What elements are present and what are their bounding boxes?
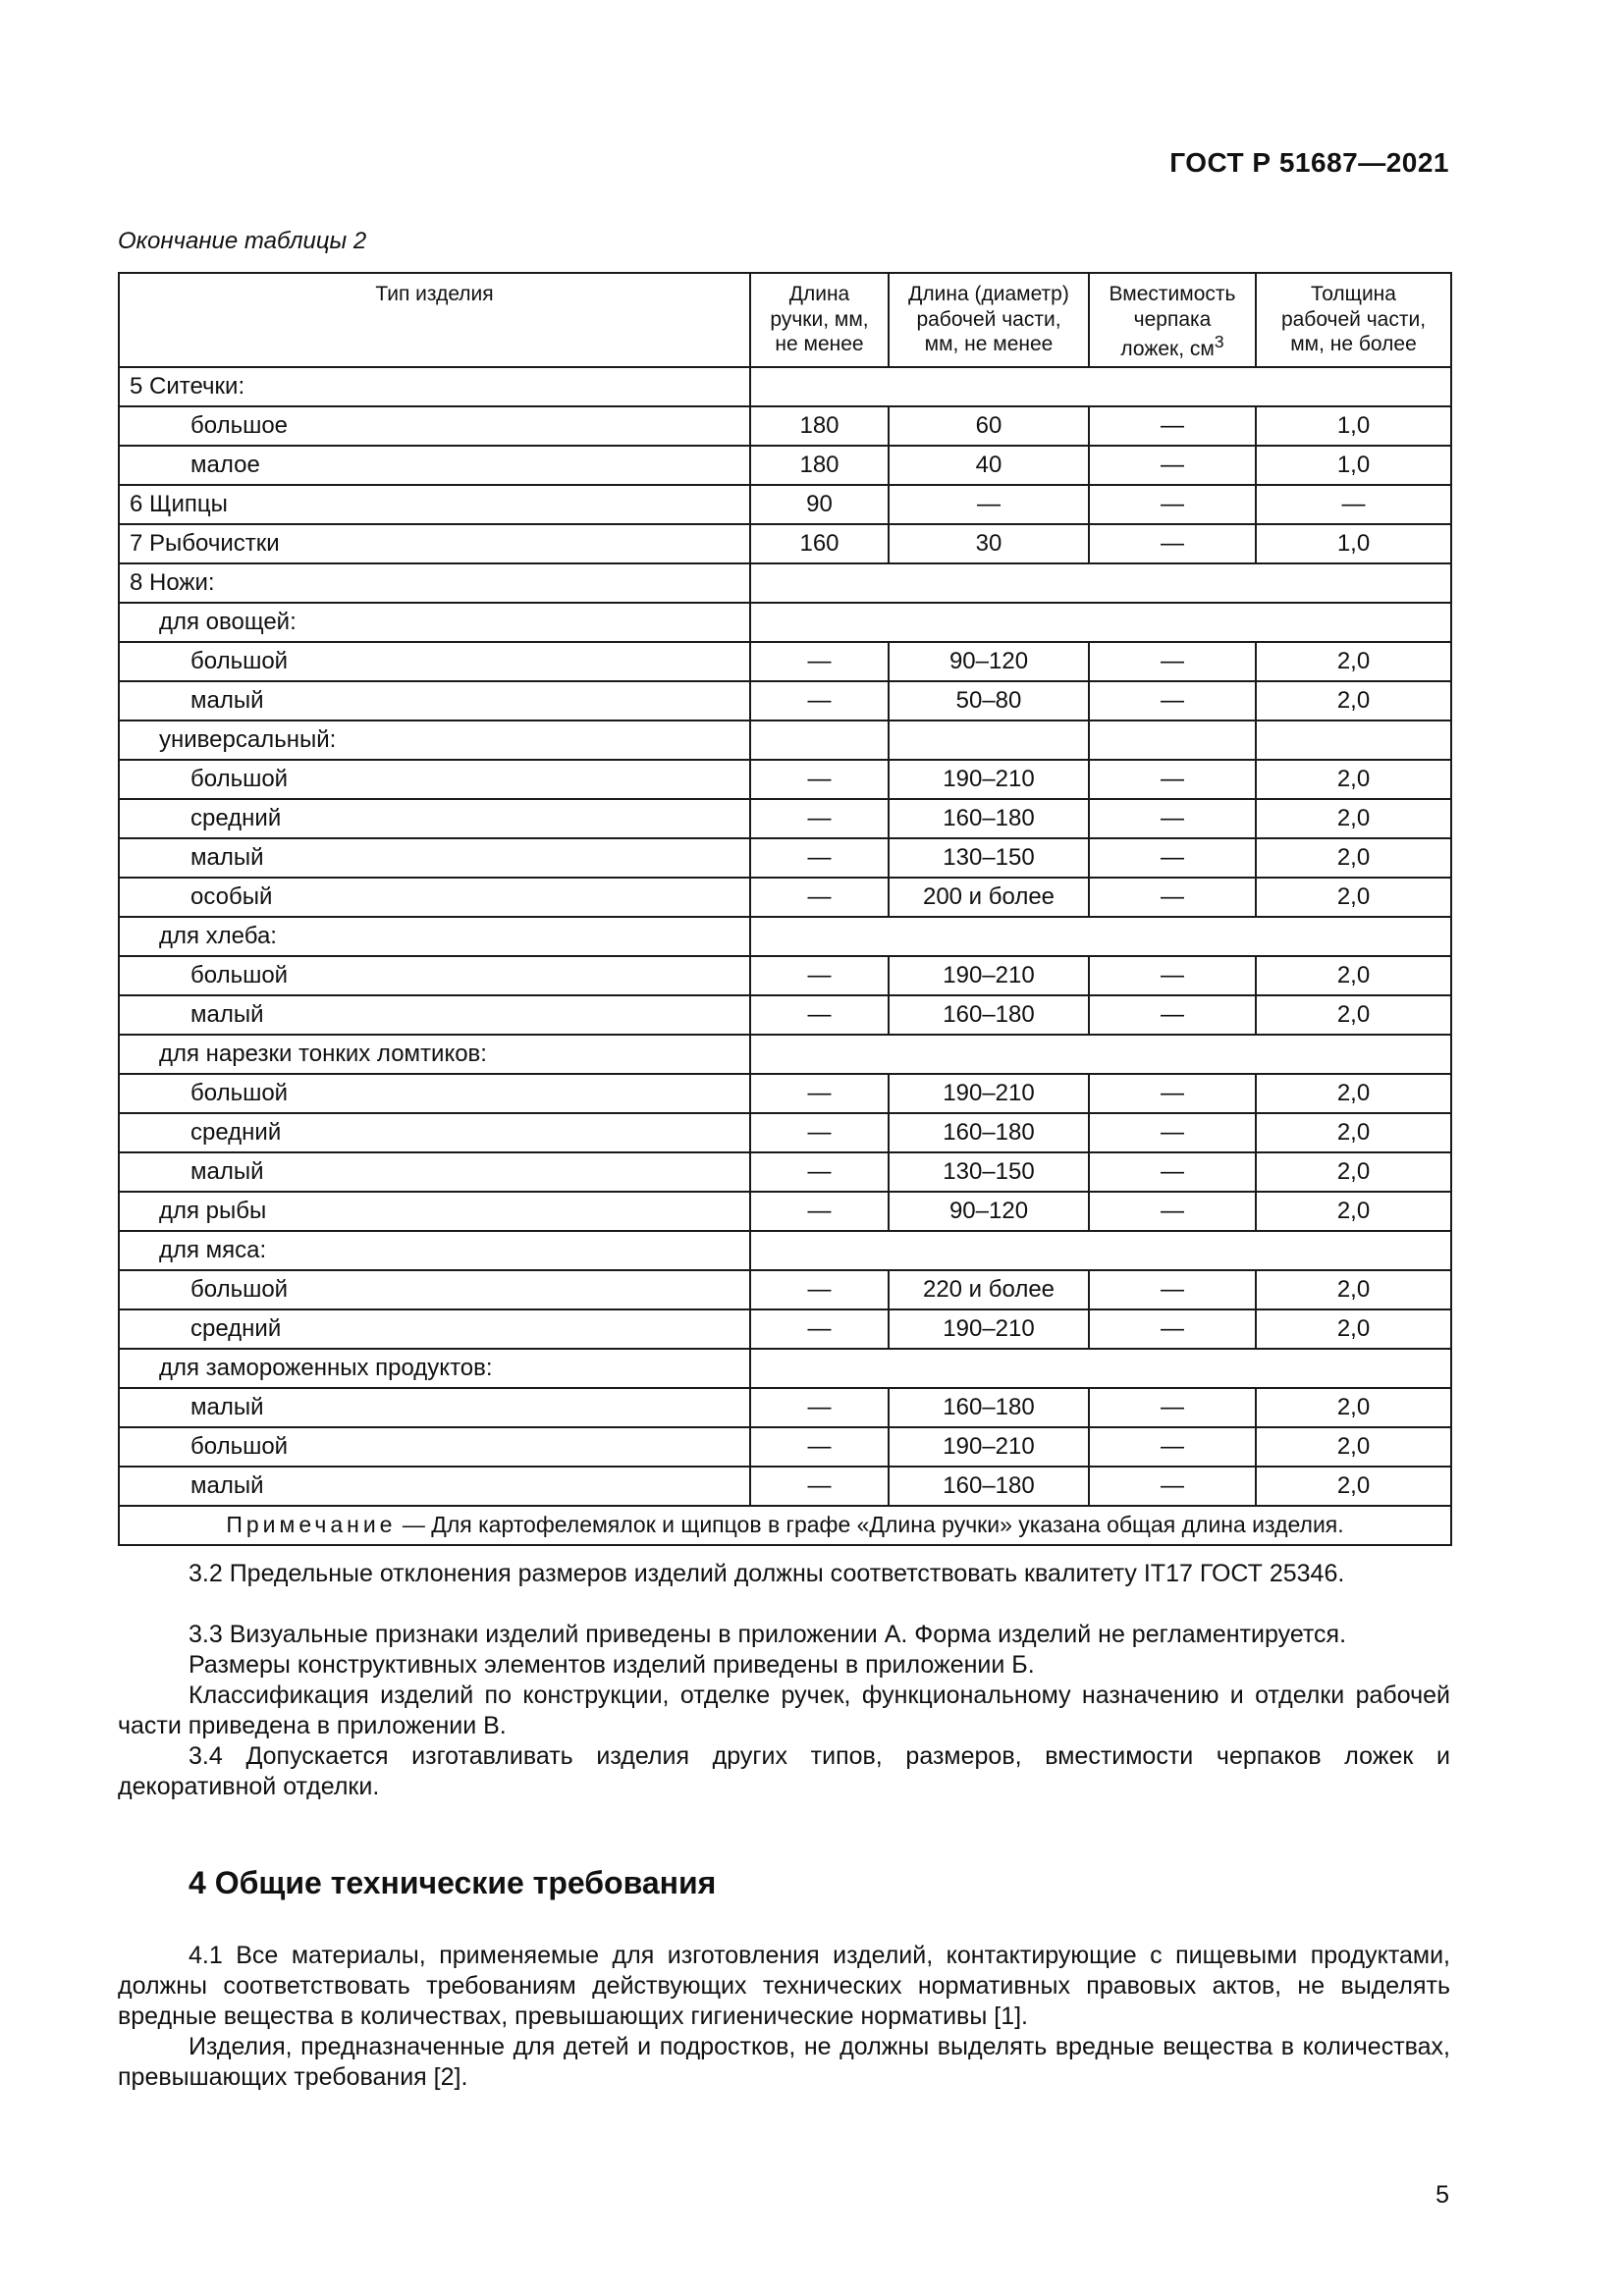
paragraph-3-3-sizes: Размеры конструктивных элементов изделий приведены в приложении Б. [189, 1651, 1035, 1679]
empty-cell [750, 563, 1451, 603]
value-cell: 2,0 [1256, 760, 1451, 799]
product-type-cell: 5 Ситечки: [119, 367, 750, 406]
paragraph-4-1: 4.1 Все материалы, применяемые для изготовления изделий, контактирующие с пищевыми продуктами, должны соответствовать требованиям действующих технических нормативных правовых актов, не выделять вредные вещества в количествах, превышающих гигиенические нормативы [1]. [118, 1942, 1450, 2030]
table-row [119, 760, 1451, 799]
table-row [119, 1349, 1451, 1388]
value-cell: 160 [750, 524, 889, 563]
value-cell: — [1089, 446, 1256, 485]
value-cell: — [1089, 1192, 1256, 1231]
value-cell: — [750, 1388, 889, 1427]
product-type-cell: большой [119, 1270, 750, 1309]
value-cell: — [1089, 642, 1256, 681]
value-cell: — [1089, 799, 1256, 838]
value-cell: 190–210 [889, 956, 1089, 995]
empty-cell [1256, 721, 1451, 760]
value-cell: — [1089, 878, 1256, 917]
table-row [119, 681, 1451, 721]
value-cell: 2,0 [1256, 1152, 1451, 1192]
table-row [119, 1231, 1451, 1270]
table-header-row [119, 273, 1451, 367]
paragraph-3-3: 3.3 Визуальные признаки изделий приведены в приложении А. Форма изделий не регламентируется. [189, 1621, 1347, 1648]
value-cell: 90 [750, 485, 889, 524]
product-type-cell: средний [119, 799, 750, 838]
value-cell: — [1089, 956, 1256, 995]
value-cell: 2,0 [1256, 1388, 1451, 1427]
header-handle-length [750, 273, 889, 367]
value-cell: — [1089, 1113, 1256, 1152]
value-cell: — [750, 1152, 889, 1192]
table-row [119, 603, 1451, 642]
value-cell: 2,0 [1256, 799, 1451, 838]
product-type-cell: для нарезки тонких ломтиков: [119, 1035, 750, 1074]
product-type-cell: большой [119, 760, 750, 799]
value-cell: — [750, 1074, 889, 1113]
table-row [119, 367, 1451, 406]
header-capacity-sup: 3 [1214, 332, 1224, 352]
empty-cell [889, 721, 1089, 760]
empty-cell [750, 367, 1451, 406]
value-cell: — [750, 1113, 889, 1152]
value-cell: 2,0 [1256, 956, 1451, 995]
value-cell: — [750, 1270, 889, 1309]
header-thickness-line: Толщина [1311, 283, 1396, 305]
product-type-cell: для рыбы [119, 1192, 750, 1231]
header-thickness-line: мм, не более [1290, 333, 1417, 356]
value-cell: — [750, 642, 889, 681]
product-type-cell: малый [119, 1152, 750, 1192]
table-body [119, 367, 1451, 1506]
table-row [119, 917, 1451, 956]
header-capacity-line: Вместимость [1109, 283, 1236, 305]
value-cell: — [750, 760, 889, 799]
note-text: — Для картофелемялок и щипцов в графе «Длина ручки» указана общая длина изделия. [396, 1512, 1344, 1538]
value-cell: — [1089, 1074, 1256, 1113]
value-cell: — [1089, 1388, 1256, 1427]
header-type: Тип изделия [119, 273, 750, 367]
value-cell: 2,0 [1256, 878, 1451, 917]
paragraph-3-4: 3.4 Допускается изготавливать изделия других типов, размеров, вместимости черпаков ложек и декоративной отделки. [118, 1742, 1450, 1800]
value-cell: — [1089, 681, 1256, 721]
product-type-cell: малый [119, 681, 750, 721]
product-type-cell: особый [119, 878, 750, 917]
value-cell: 180 [750, 446, 889, 485]
table-row [119, 721, 1451, 760]
product-type-cell: большой [119, 1074, 750, 1113]
header-working-line: рабочей части, [916, 307, 1061, 331]
table-row [119, 1309, 1451, 1349]
header-working-line: мм, не менее [924, 333, 1054, 356]
value-cell: — [750, 681, 889, 721]
empty-cell [750, 603, 1451, 642]
value-cell: — [750, 1309, 889, 1349]
value-cell: 160–180 [889, 799, 1089, 838]
table-row [119, 642, 1451, 681]
table-caption: Окончание таблицы 2 [118, 228, 367, 254]
value-cell: 2,0 [1256, 1113, 1451, 1152]
value-cell: 90–120 [889, 642, 1089, 681]
value-cell: 2,0 [1256, 838, 1451, 878]
section-heading: 4 Общие технические требования [189, 1865, 717, 1900]
value-cell: 1,0 [1256, 406, 1451, 446]
empty-cell [750, 1349, 1451, 1388]
value-cell: 130–150 [889, 1152, 1089, 1192]
value-cell: 160–180 [889, 1388, 1089, 1427]
product-type-cell: малый [119, 838, 750, 878]
value-cell: — [1089, 1270, 1256, 1309]
table-row [119, 1113, 1451, 1152]
value-cell: 160–180 [889, 995, 1089, 1035]
value-cell: 2,0 [1256, 1192, 1451, 1231]
value-cell: — [750, 995, 889, 1035]
value-cell: 2,0 [1256, 1427, 1451, 1467]
value-cell: 180 [750, 406, 889, 446]
value-cell: — [1089, 1152, 1256, 1192]
value-cell: — [1089, 838, 1256, 878]
product-type-cell: большой [119, 1427, 750, 1467]
paragraph-4-1-children: Изделия, предназначенные для детей и подростков, не должны выделять вредные вещества в количествах, превышающих требования [2]. [118, 2033, 1450, 2091]
value-cell: 190–210 [889, 760, 1089, 799]
value-cell: 160–180 [889, 1467, 1089, 1506]
value-cell: 200 и более [889, 878, 1089, 917]
value-cell: — [1089, 760, 1256, 799]
header-thickness-line: рабочей части, [1280, 307, 1427, 331]
table-row [119, 1467, 1451, 1506]
product-type-cell: универсальный: [119, 721, 750, 760]
product-type-cell: средний [119, 1309, 750, 1349]
value-cell: — [1089, 406, 1256, 446]
dimensions-table [118, 272, 1452, 1546]
value-cell: 190–210 [889, 1074, 1089, 1113]
table-row [119, 799, 1451, 838]
table-row [119, 524, 1451, 563]
table-row [119, 1388, 1451, 1427]
value-cell: — [1089, 524, 1256, 563]
page-number: 5 [1435, 2181, 1449, 2209]
empty-cell [750, 1231, 1451, 1270]
value-cell: 90–120 [889, 1192, 1089, 1231]
empty-cell [750, 1035, 1451, 1074]
product-type-cell: для замороженных продуктов: [119, 1349, 750, 1388]
table-row [119, 406, 1451, 446]
value-cell: 2,0 [1256, 995, 1451, 1035]
value-cell: 190–210 [889, 1427, 1089, 1467]
value-cell: — [750, 956, 889, 995]
value-cell: 190–210 [889, 1309, 1089, 1349]
product-type-cell: 8 Ножи: [119, 563, 750, 603]
table-row [119, 485, 1451, 524]
empty-cell [750, 917, 1451, 956]
table-row [119, 956, 1451, 995]
value-cell: 50–80 [889, 681, 1089, 721]
table-row [119, 1270, 1451, 1309]
header-capacity-line: черпака [1133, 307, 1212, 331]
paragraph-3-3-classification: Классификация изделий по конструкции, отделке ручек, функциональному назначению и отделки рабочей части приведена в приложении В. [118, 1682, 1450, 1739]
product-type-cell: большой [119, 642, 750, 681]
table-row [119, 1035, 1451, 1074]
value-cell: 2,0 [1256, 1074, 1451, 1113]
value-cell: 1,0 [1256, 446, 1451, 485]
header-working-line: Длина (диаметр) [908, 283, 1069, 305]
table-row [119, 838, 1451, 878]
product-type-cell: для овощей: [119, 603, 750, 642]
product-type-cell: для мяса: [119, 1231, 750, 1270]
value-cell: 2,0 [1256, 681, 1451, 721]
value-cell: — [1089, 1309, 1256, 1349]
value-cell: 2,0 [1256, 1270, 1451, 1309]
header-capacity-line: ложек, см [1120, 338, 1215, 361]
table-row [119, 563, 1451, 603]
value-cell: — [750, 1192, 889, 1231]
header-thickness [1256, 273, 1451, 367]
value-cell: 220 и более [889, 1270, 1089, 1309]
value-cell: — [1089, 1427, 1256, 1467]
empty-cell [750, 721, 889, 760]
value-cell: — [750, 1427, 889, 1467]
value-cell: — [1089, 1467, 1256, 1506]
table-row [119, 995, 1451, 1035]
value-cell: — [750, 878, 889, 917]
value-cell: 2,0 [1256, 1467, 1451, 1506]
note-label: Примечание [226, 1512, 397, 1538]
header-handle-line: ручки, мм, [770, 307, 869, 331]
header-capacity [1089, 273, 1256, 367]
product-type-cell: малый [119, 995, 750, 1035]
table-row [119, 878, 1451, 917]
value-cell: 40 [889, 446, 1089, 485]
value-cell: — [1256, 485, 1451, 524]
header-handle-line: Длина [788, 283, 850, 305]
value-cell: — [750, 799, 889, 838]
product-type-cell: 6 Щипцы [119, 485, 750, 524]
value-cell: 1,0 [1256, 524, 1451, 563]
product-type-cell: малый [119, 1388, 750, 1427]
table-row [119, 1192, 1451, 1231]
value-cell: — [1089, 485, 1256, 524]
value-cell: 2,0 [1256, 1309, 1451, 1349]
value-cell: 130–150 [889, 838, 1089, 878]
table-row [119, 1152, 1451, 1192]
value-cell: — [889, 485, 1089, 524]
product-type-cell: малое [119, 446, 750, 485]
product-type-cell: 7 Рыбочистки [119, 524, 750, 563]
table-row [119, 1074, 1451, 1113]
value-cell: — [750, 1467, 889, 1506]
table-note-row [119, 1506, 1451, 1545]
table-row [119, 1427, 1451, 1467]
standard-designation: ГОСТ Р 51687—2021 [1169, 147, 1449, 178]
header-working-length [889, 273, 1089, 367]
value-cell: — [750, 838, 889, 878]
table-note [119, 1506, 1451, 1545]
header-handle-line: не менее [775, 333, 864, 356]
value-cell: 30 [889, 524, 1089, 563]
paragraph-3-2: 3.2 Предельные отклонения размеров изделий должны соответствовать квалитету IT17 ГОСТ 25346. [189, 1560, 1345, 1587]
product-type-cell: для хлеба: [119, 917, 750, 956]
product-type-cell: средний [119, 1113, 750, 1152]
value-cell: 160–180 [889, 1113, 1089, 1152]
value-cell: 2,0 [1256, 642, 1451, 681]
value-cell: 60 [889, 406, 1089, 446]
product-type-cell: малый [119, 1467, 750, 1506]
value-cell: — [1089, 995, 1256, 1035]
table-row [119, 446, 1451, 485]
product-type-cell: большой [119, 956, 750, 995]
empty-cell [1089, 721, 1256, 760]
product-type-cell: большое [119, 406, 750, 446]
